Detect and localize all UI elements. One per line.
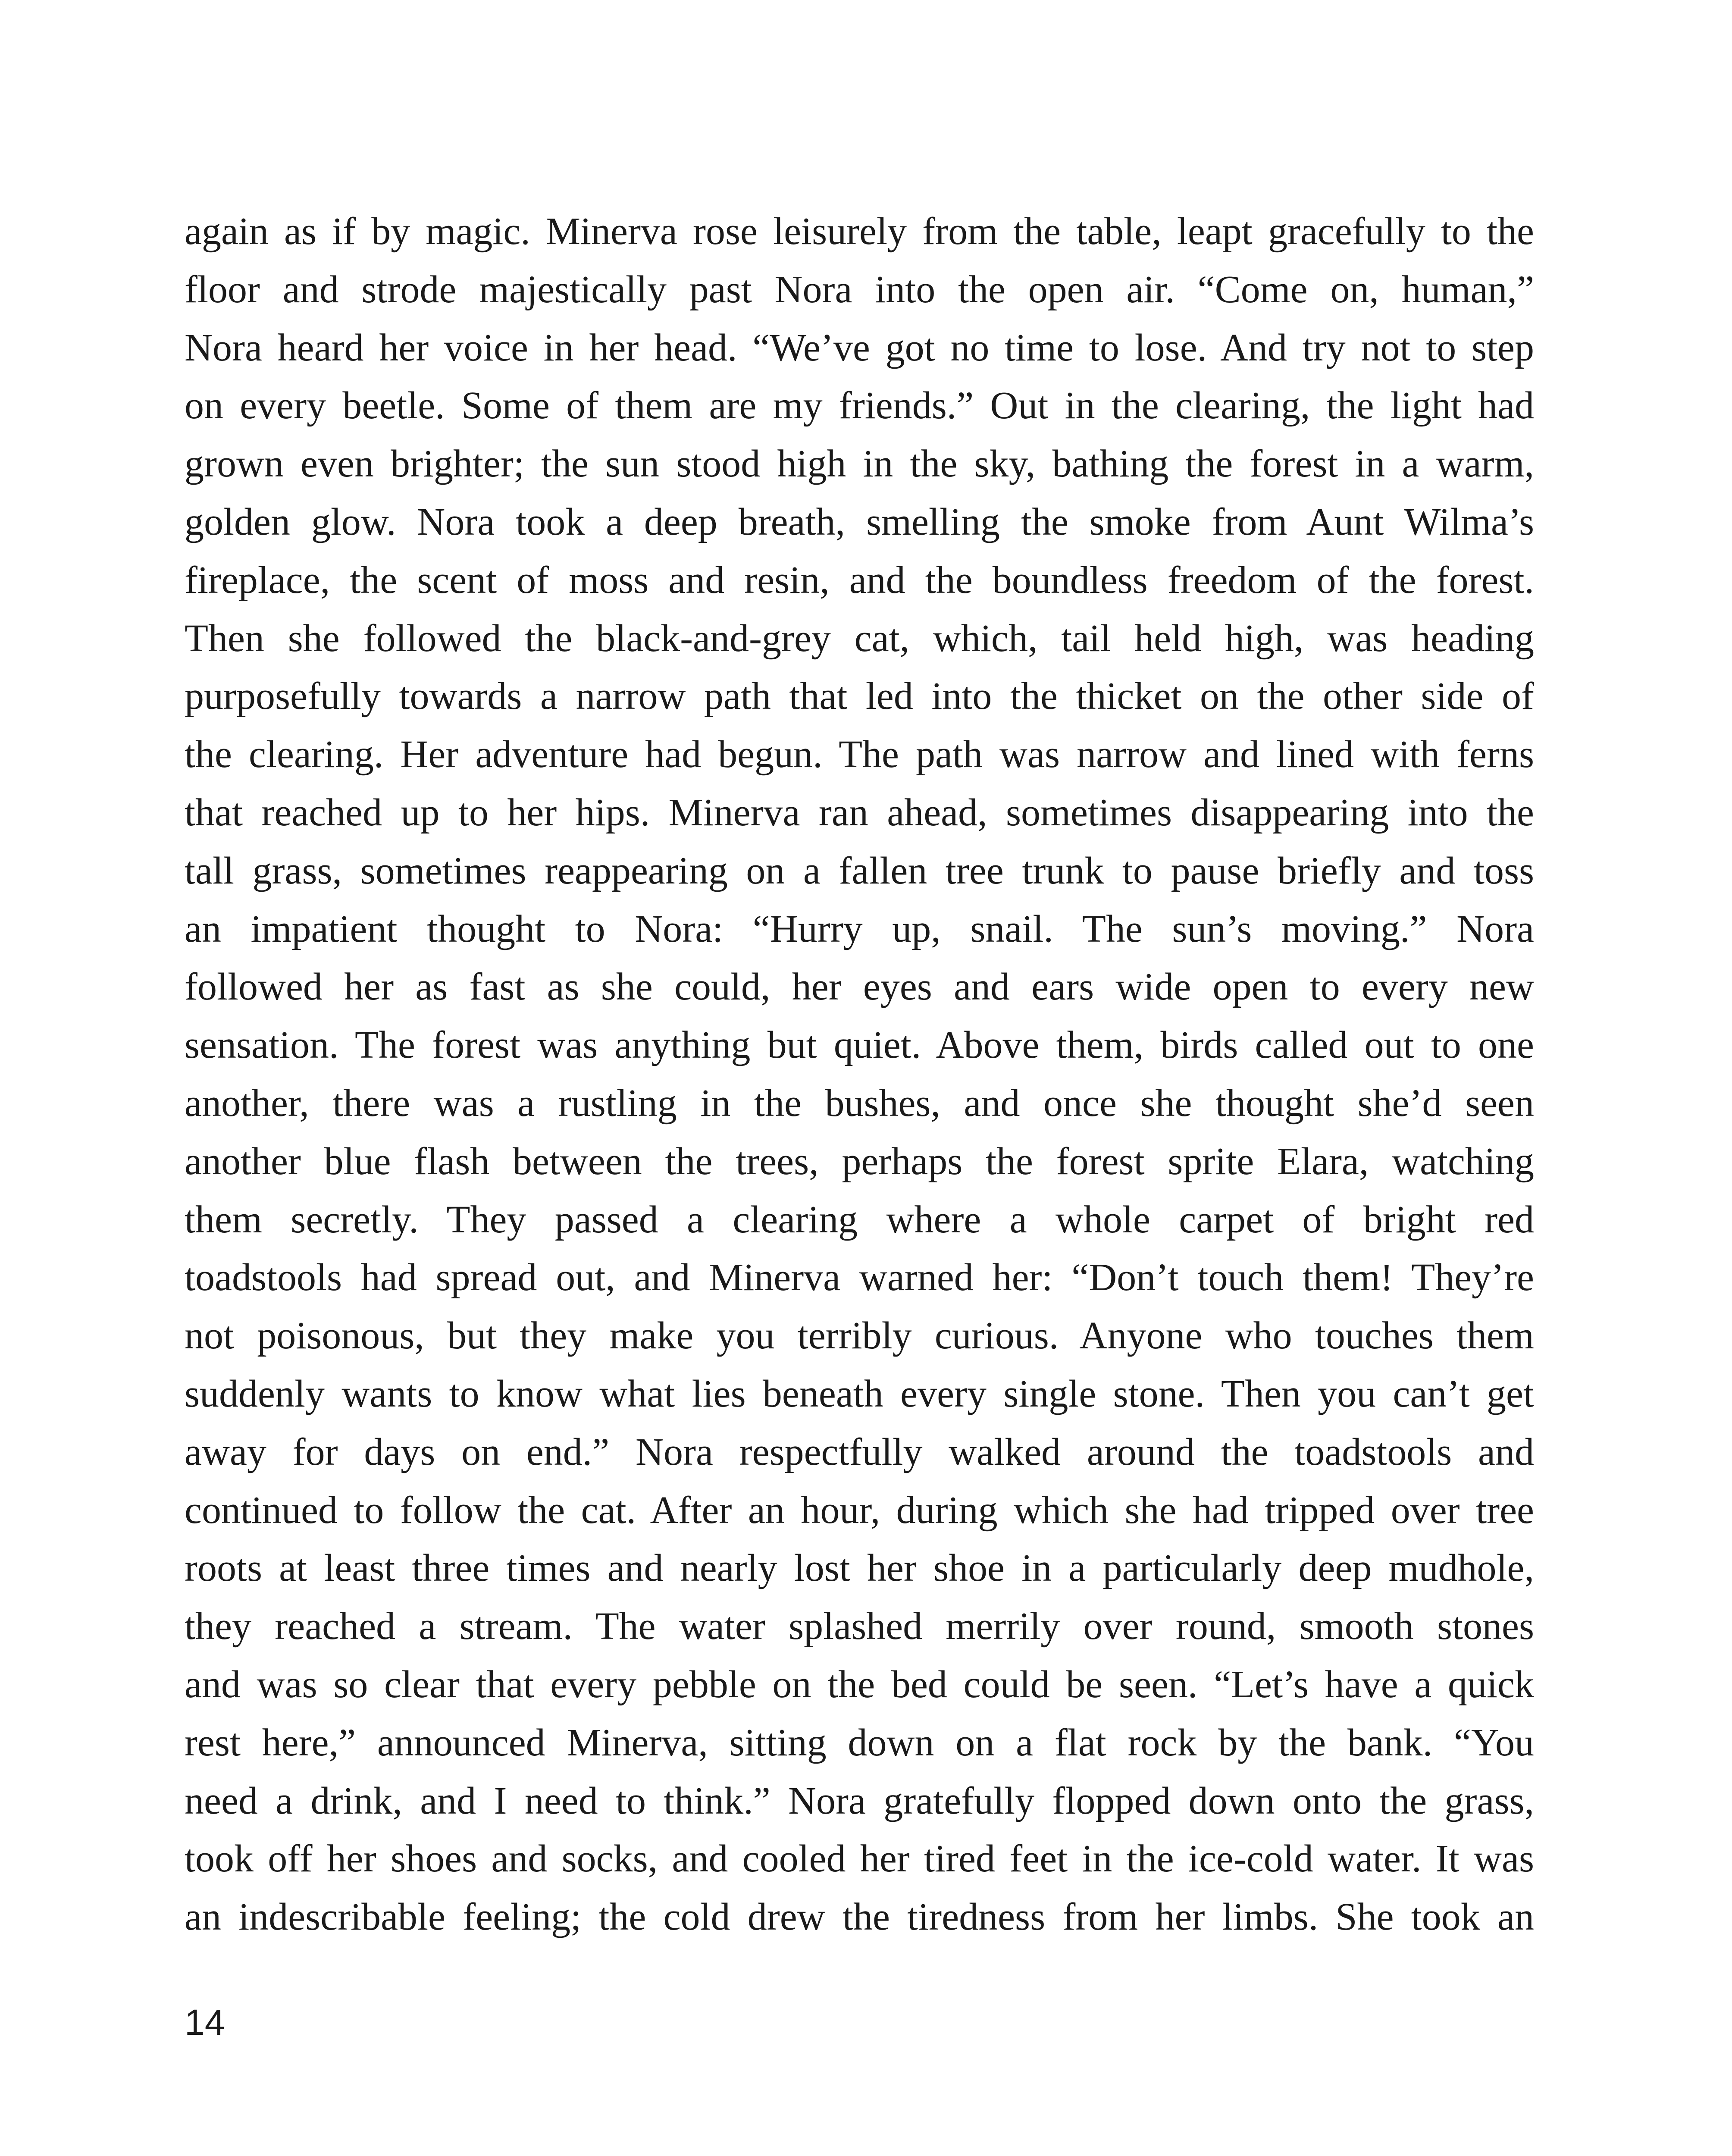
- text-line: followed her as fast as she could, her eyes and ears wide open to every new: [185, 965, 1534, 1009]
- text-line: purposefully towards a narrow path that led into the thicket on the other side of: [185, 675, 1534, 718]
- text-line: away for days on end.” Nora respectfully walked around the toadstools and: [185, 1430, 1534, 1473]
- text-line: sensation. The forest was anything but quiet. Above them, birds called out to one: [185, 1024, 1534, 1067]
- text-line: on every beetle. Some of them are my friends.” Out in the clearing, the light had: [185, 384, 1534, 427]
- text-line: Then she followed the black-and-grey cat, which, tail held high, was heading: [185, 617, 1534, 660]
- text-line: took off her shoes and socks, and cooled her tired feet in the ice-cold water. It was: [185, 1837, 1534, 1880]
- text-line: an impatient thought to Nora: “Hurry up, snail. The sun’s moving.” Nora: [185, 907, 1534, 950]
- text-line: toadstools had spread out, and Minerva warned her: “Don’t touch them! They’re: [185, 1256, 1534, 1299]
- text-line: that reached up to her hips. Minerva ran ahead, sometimes disappearing into the: [185, 791, 1534, 834]
- page-number: 14: [185, 2002, 225, 2043]
- text-line: another blue flash between the trees, perhaps the forest sprite Elara, watching: [185, 1140, 1534, 1183]
- text-line: the clearing. Her adventure had begun. The path was narrow and lined with ferns: [185, 733, 1534, 776]
- text-line: again as if by magic. Minerva rose leisurely from the table, leapt gracefully to the: [185, 210, 1534, 253]
- text-line: floor and strode majestically past Nora into the open air. “Come on, human,”: [185, 268, 1534, 311]
- text-line: grown even brighter; the sun stood high in the sky, bathing the forest in a warm,: [185, 442, 1534, 486]
- text-line: golden glow. Nora took a deep breath, smelling the smoke from Aunt Wilma’s: [185, 500, 1534, 543]
- body-text: [185, 203, 1534, 1946]
- text-line: rest here,” announced Minerva, sitting down on a flat rock by the bank. “You: [185, 1721, 1534, 1764]
- text-line: roots at least three times and nearly lost her shoe in a particularly deep mudhole,: [185, 1547, 1534, 1590]
- text-line: tall grass, sometimes reappearing on a fallen tree trunk to pause briefly and toss: [185, 849, 1534, 892]
- text-line: an indescribable feeling; the cold drew the tiredness from her limbs. She took an: [185, 1896, 1534, 1939]
- text-line: and was so clear that every pebble on the bed could be seen. “Let’s have a quick: [185, 1663, 1534, 1706]
- text-line: Nora heard her voice in her head. “We’ve got no time to lose. And try not to step: [185, 326, 1534, 369]
- text-line: them secretly. They passed a clearing where a whole carpet of bright red: [185, 1198, 1534, 1241]
- text-line: they reached a stream. The water splashed merrily over round, smooth stones: [185, 1605, 1534, 1648]
- text-line: not poisonous, but they make you terribly curious. Anyone who touches them: [185, 1314, 1534, 1357]
- text-line: another, there was a rustling in the bushes, and once she thought she’d seen: [185, 1081, 1534, 1125]
- text-line: suddenly wants to know what lies beneath every single stone. Then you can’t get: [185, 1372, 1534, 1415]
- text-line: fireplace, the scent of moss and resin, and the boundless freedom of the forest.: [185, 558, 1534, 602]
- text-line: need a drink, and I need to think.” Nora gratefully flopped down onto the grass,: [185, 1779, 1534, 1822]
- text-line: continued to follow the cat. After an hour, during which she had tripped over tree: [185, 1489, 1534, 1532]
